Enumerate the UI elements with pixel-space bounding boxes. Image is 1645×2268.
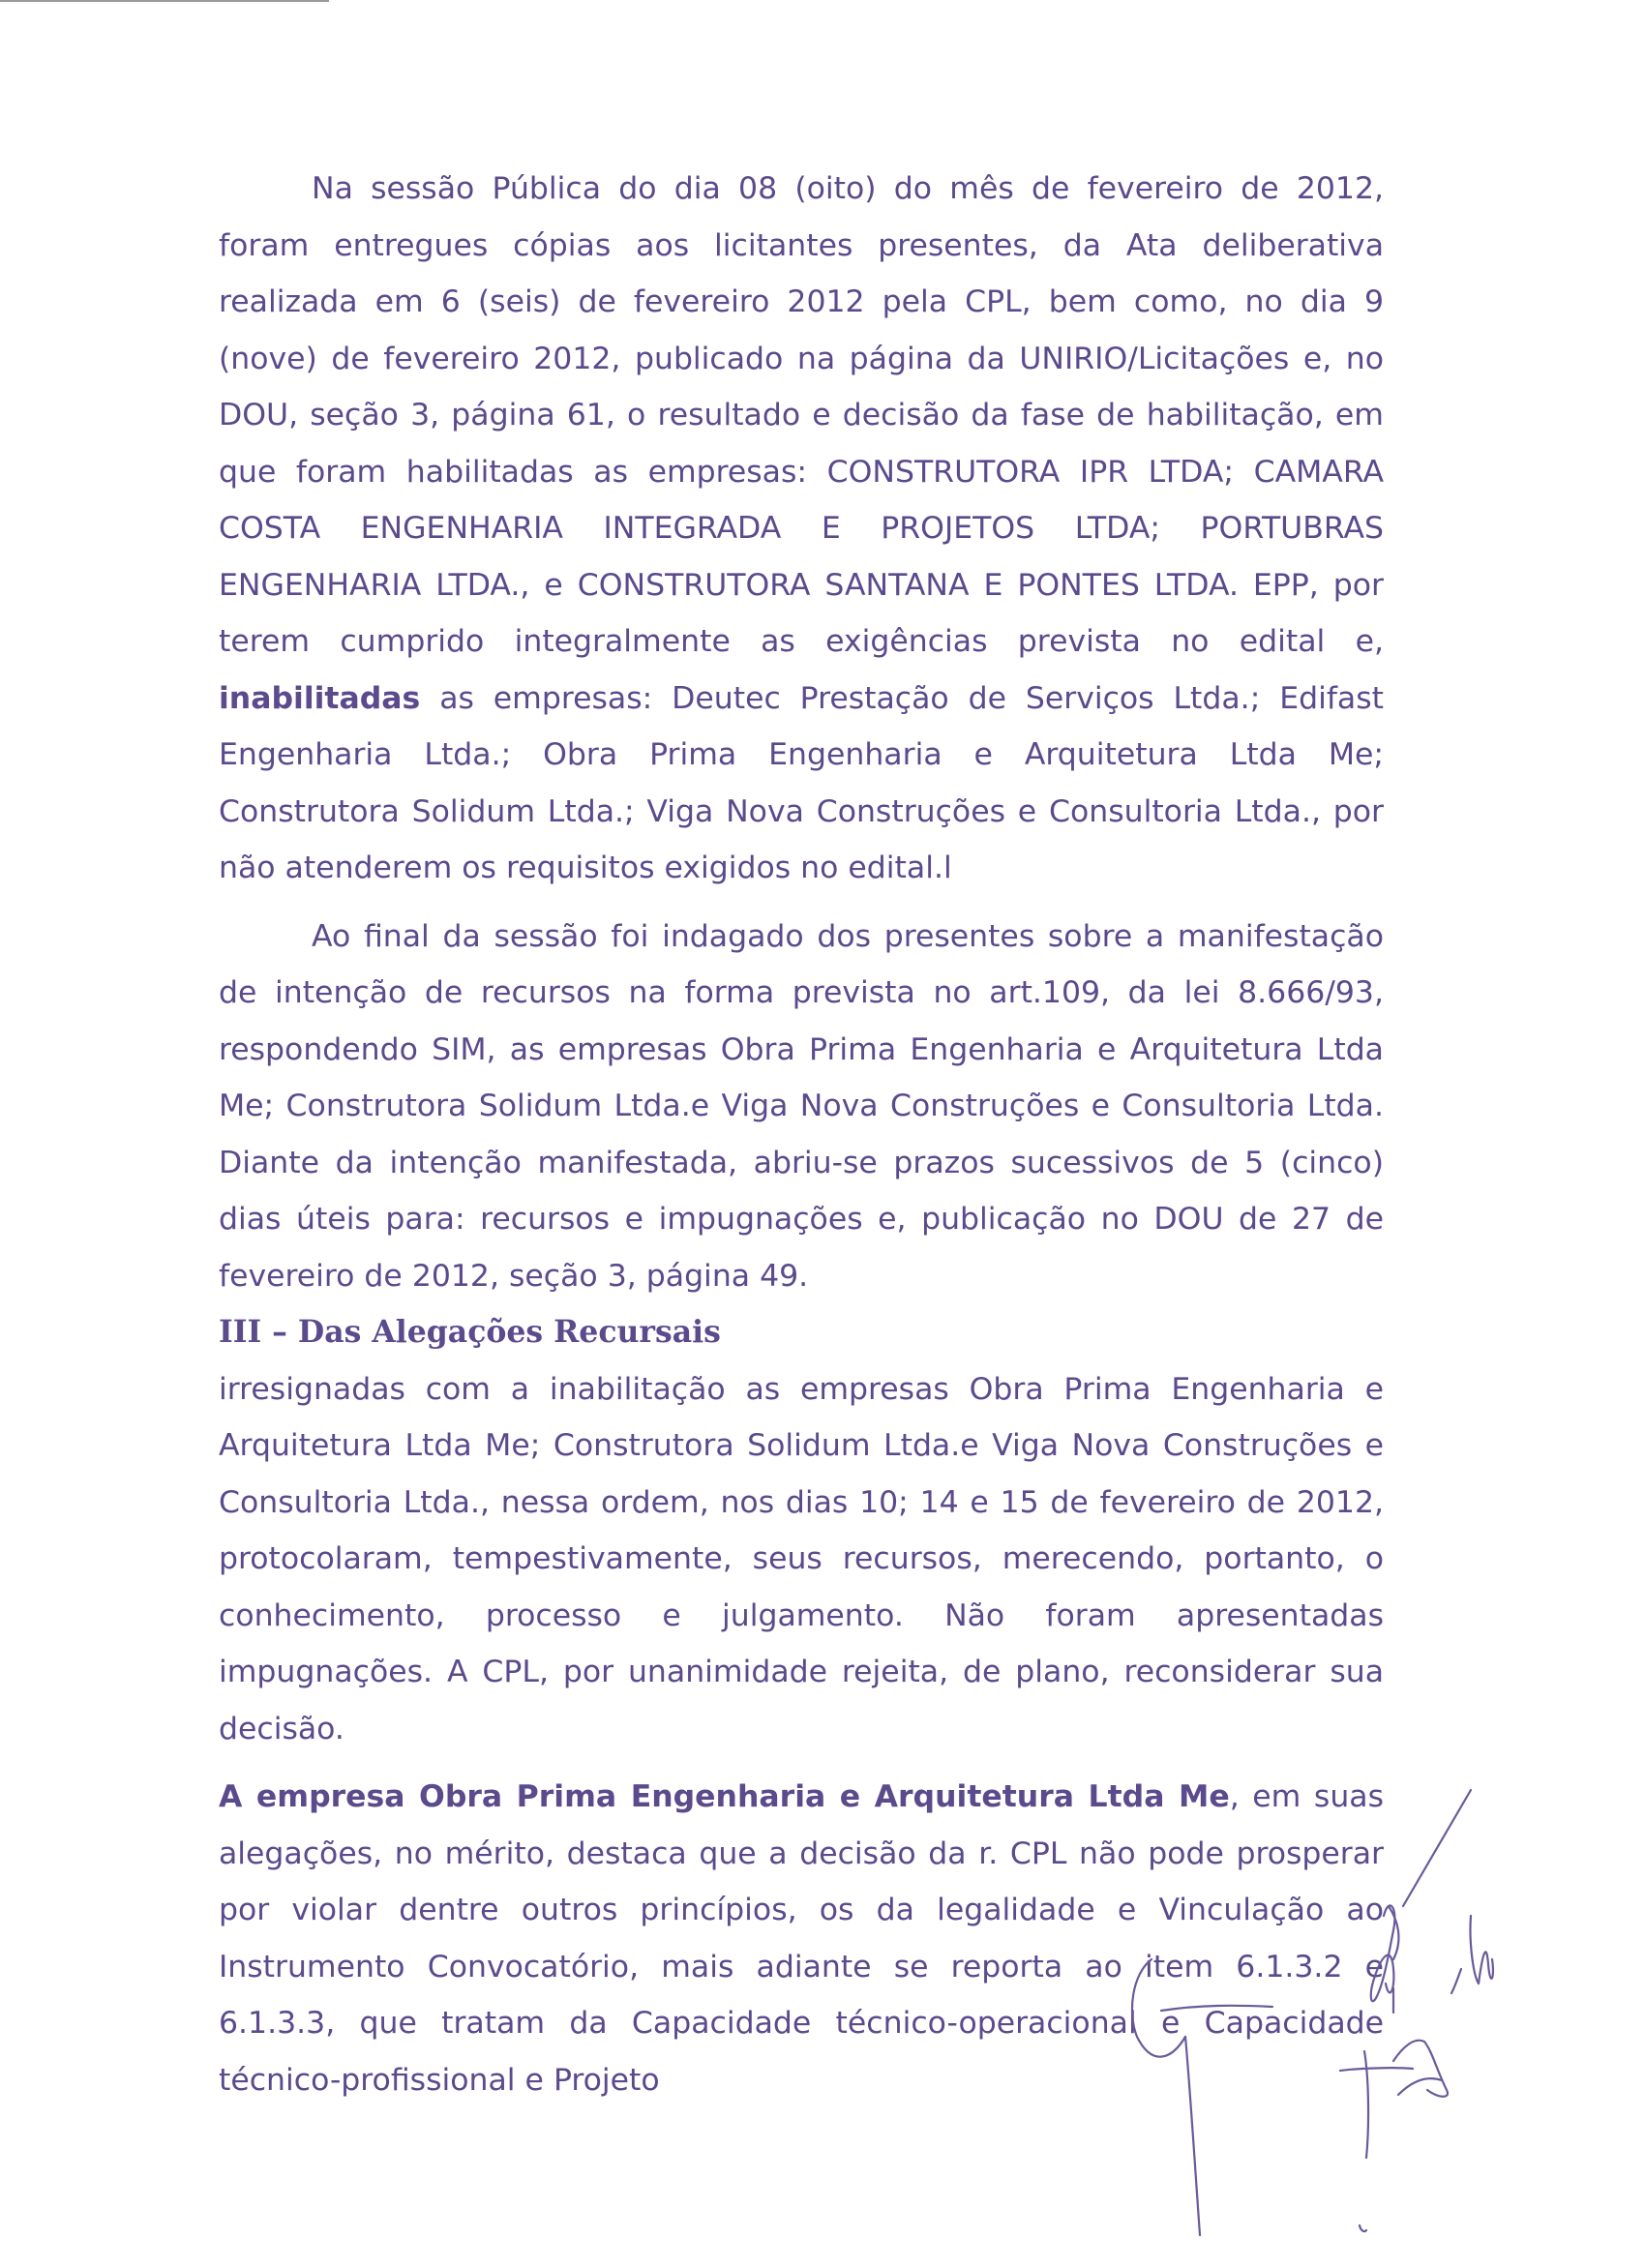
paragraph-text: Na sessão Pública do dia 08 (oito) do mês de fevereiro de 2012, foram entregues cópias aos licitantes presentes, da Ata deliberativa realizada em 6 (seis) de fevereiro 2012 pela CPL, bem como, no dia 9 (nove) de fevereiro 2012, publicado na página da UNIRIO/Licitações e, no DOU, seção 3, página 61, o resultado e decisão da fase de habilitação, em que foram habilitadas as empresas: CONSTRUTORA IPR LTDA; CAMARA COSTA ENGENHARIA INTEGRADA E PROJETOS LTDA; PORTUBRAS ENGENHARIA LTDA., e CONSTRUTORA SANTANA E PONTES LTDA. EPP, por terem cumprido integralmente as exigências prevista no edital e,: [219, 171, 1384, 659]
bold-term-inabilitadas: inabilitadas: [219, 680, 421, 716]
paragraph-intencao-recursos: Ao final da sessão foi indagado dos presentes sobre a manifestação de intenção de recursos na forma prevista no art.109, da lei 8.666/93, respondendo SIM, as empresas Obra Prima Engenharia e Arquitetura Ltda Me; Construtora Solidum Ltda.e Viga Nova Construções e Consultoria Ltda. Diante da intenção manifestada, abriu-se prazos sucessivos de 5 (cinco) dias úteis para: recursos e impugnações e, publicação no DOU de 27 de fevereiro de 2012, seção 3, página 49.: [219, 918, 1384, 1294]
paragraph-recursos-protocolados: irresignadas com a inabilitação as empresas Obra Prima Engenharia e Arquitetura Ltda Me; Construtora Solidum Ltda.e Viga Nova Construções e Consultoria Ltda., nessa ordem, nos dias 10; 14 e 15 de fevereiro de 2012, protocolaram, tempestivamente, seus recursos, merecendo, portanto, o conhecimento, processo e julgamento. Não foram apresentadas impugnações. A CPL, por unanimidade rejeita, de plano, reconsiderar sua decisão.: [219, 1371, 1384, 1746]
paragraph-habilitacao: [219, 161, 1384, 897]
handwritten-signatures: [1103, 1761, 1510, 2264]
bold-company-name: A empresa Obra Prima Engenharia e Arquitetura Ltda Me: [219, 1779, 1230, 1814]
paragraph-text: , em suas alegações, no mérito, destaca que a decisão da r. CPL não pode prosperar por violar dentre outros princípios, os da legalidade e Vinculação ao Instrumento Convocatório, mais adiante se reporta ao item 6.1.3.2 e 6.1.3.3, que tratam da Capacidade técnico-operacional e Capacidade técnico-profissional e Projeto: [219, 1779, 1384, 2098]
paragraph-text: as empresas: Deutec Prestação de Serviços Ltda.; Edifast Engenharia Ltda.; Obra Prima Engenharia e Arquitetura Ltda Me; Construtora Solidum Ltda.; Viga Nova Construções e Consultoria Ltda., por não atenderem os requisitos exigidos no edital.l: [219, 680, 1384, 885]
scan-edge-line: [0, 0, 329, 2]
section-heading: III – Das Alegações Recursais: [219, 1314, 721, 1350]
signature-drawing: [1103, 1761, 1510, 2264]
